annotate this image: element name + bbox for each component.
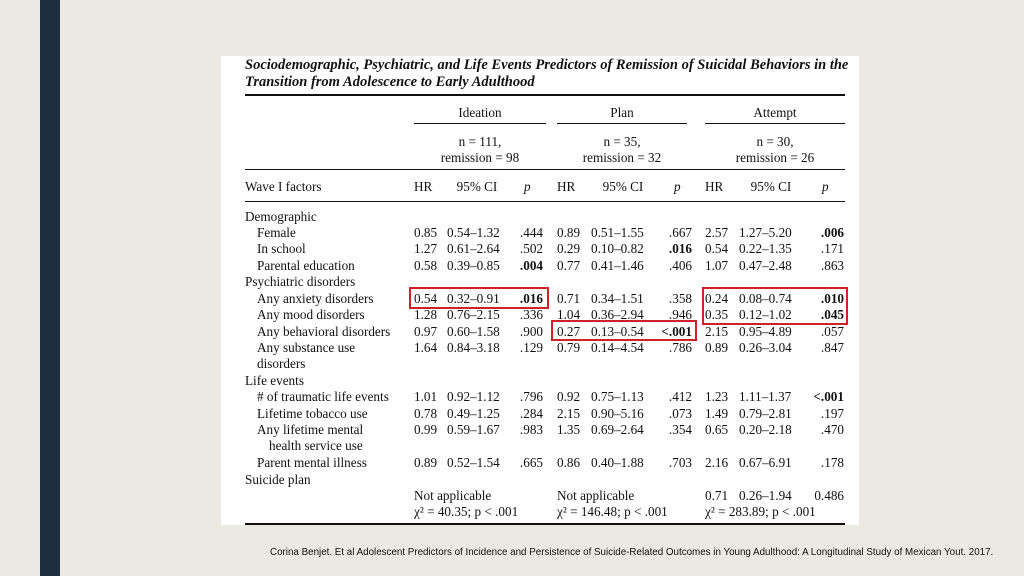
highlight-box-plan-behavioral bbox=[551, 320, 697, 341]
group-ideation: Ideation bbox=[458, 105, 502, 120]
group-plan: Plan bbox=[610, 105, 634, 120]
section-suicide-plan: Suicide plan bbox=[245, 472, 311, 487]
ideation-rule bbox=[414, 123, 546, 124]
header-p: p bbox=[524, 179, 531, 194]
highlight-box-ideation-anxiety bbox=[409, 287, 549, 309]
group-attempt: Attempt bbox=[753, 105, 797, 120]
plan-rule bbox=[557, 123, 687, 124]
attempt-n: n = 30, bbox=[756, 134, 794, 149]
header-rule-2 bbox=[245, 201, 845, 202]
citation-text: Corina Benjet. Et al Adolescent Predictors of Incidence and Persistence of Suicide-Related Outcomes in Young Adulthood: A Longitudinal Study of Mexican Yout. 2017. bbox=[270, 547, 994, 558]
highlight-box-attempt-anxiety-mood bbox=[702, 287, 848, 325]
attempt-rule bbox=[705, 123, 845, 124]
table-image: Sociodemographic, Psychiatric, and Life Events Predictors of Remission of Suicidal Behaviors in the Transition from Adolescence to Early Adulthood Ideation Plan Attempt n = 111, remission = 98 n = 35, remission = 32 n = 30, remission = 26 Wave I factors HR 95% CI p HR 95% CI p HR 95% CI p Demographic Psychiatric disorders Life events Suicide plan Female 0.85 0.54–1.32 .444 0.89 0.51–1.55 .667 2.57 1.27–5.20 .006 In school 1.27 0.61–2.64 .502 0.29 0.10–0.82 .016 0.54 0.22–1.35 .171 Parental education 0.58 0.39–0.85 .004 0.77 0.41–1.46 .406 1.07 0.47–2.48 .863 Any anxiety disorders 0.54 0.32–0.91 .016 0.71 0.34–1.51 .358 0.24 0.08–0.74 .010 Any mood disorders 1.28 0.76–2.15 .336 1.04 0.36–2.94 .946 0.35 0.12–1.02 .045 Any behavioral disorders 0.97 0.60–1.58 .900 0.27 0.13–0.54 <.001 2.15 0.95–4.89 .057 Any substance use disorders 1.64 0.84–3.18 .129 0.79 0.14–4.54 .786 0.89 0.26–3.04 .847 # of traumatic life events 1.01 0.92–1.12 .796 0.92 0.75–1.13 .412 1.23 1.11–1.37 <.001 Lifetime tobacco use 0.78 0.49–1.25 .284 2.15 0.90–5.16 .073 1.49 0.79–2.81 .197 Any lifetime mental health service use 0.99 0.59–1.67 .983 1.35 0.69–2.64 .354 0.65 0.20–2.18 .470 Parent mental illness 0.89 0.52–1.54 .665 0.86 0.40–1.88 .703 2.16 0.67–6.91 .178 Not applicable Not applicable 0.71 0.26–1.94 0.486 χ² = 40.35; p < .001 χ² = 146.48; p < .001 χ² = 283.89; p < .001 bbox=[221, 56, 859, 525]
attempt-remission: remission = 26 bbox=[735, 150, 815, 165]
ideation-remission: remission = 98 bbox=[440, 150, 520, 165]
header-rule-1 bbox=[245, 169, 845, 170]
plan-remission: remission = 32 bbox=[582, 150, 662, 165]
header-ci: 95% CI bbox=[456, 179, 498, 194]
section-life-events: Life events bbox=[245, 373, 304, 388]
header-ci: 95% CI bbox=[750, 179, 792, 194]
top-rule bbox=[245, 94, 845, 96]
header-hr: HR bbox=[557, 179, 576, 194]
left-accent-bar bbox=[40, 0, 60, 576]
plan-n: n = 35, bbox=[603, 134, 641, 149]
header-hr: HR bbox=[705, 179, 724, 194]
bottom-rule bbox=[245, 523, 845, 525]
header-p: p bbox=[822, 179, 829, 194]
table-title: Sociodemographic, Psychiatric, and Life Events Predictors of Remission of Suicidal Behaviors in the Transition from Adolescence to Early Adulthood bbox=[245, 57, 849, 90]
header-p: p bbox=[674, 179, 681, 194]
header-ci: 95% CI bbox=[602, 179, 644, 194]
header-hr: HR bbox=[414, 179, 433, 194]
header-factors: Wave I factors bbox=[245, 179, 322, 194]
section-demographic: Demographic bbox=[245, 209, 317, 224]
section-psychiatric: Psychiatric disorders bbox=[245, 274, 356, 289]
ideation-n: n = 111, bbox=[458, 134, 502, 149]
